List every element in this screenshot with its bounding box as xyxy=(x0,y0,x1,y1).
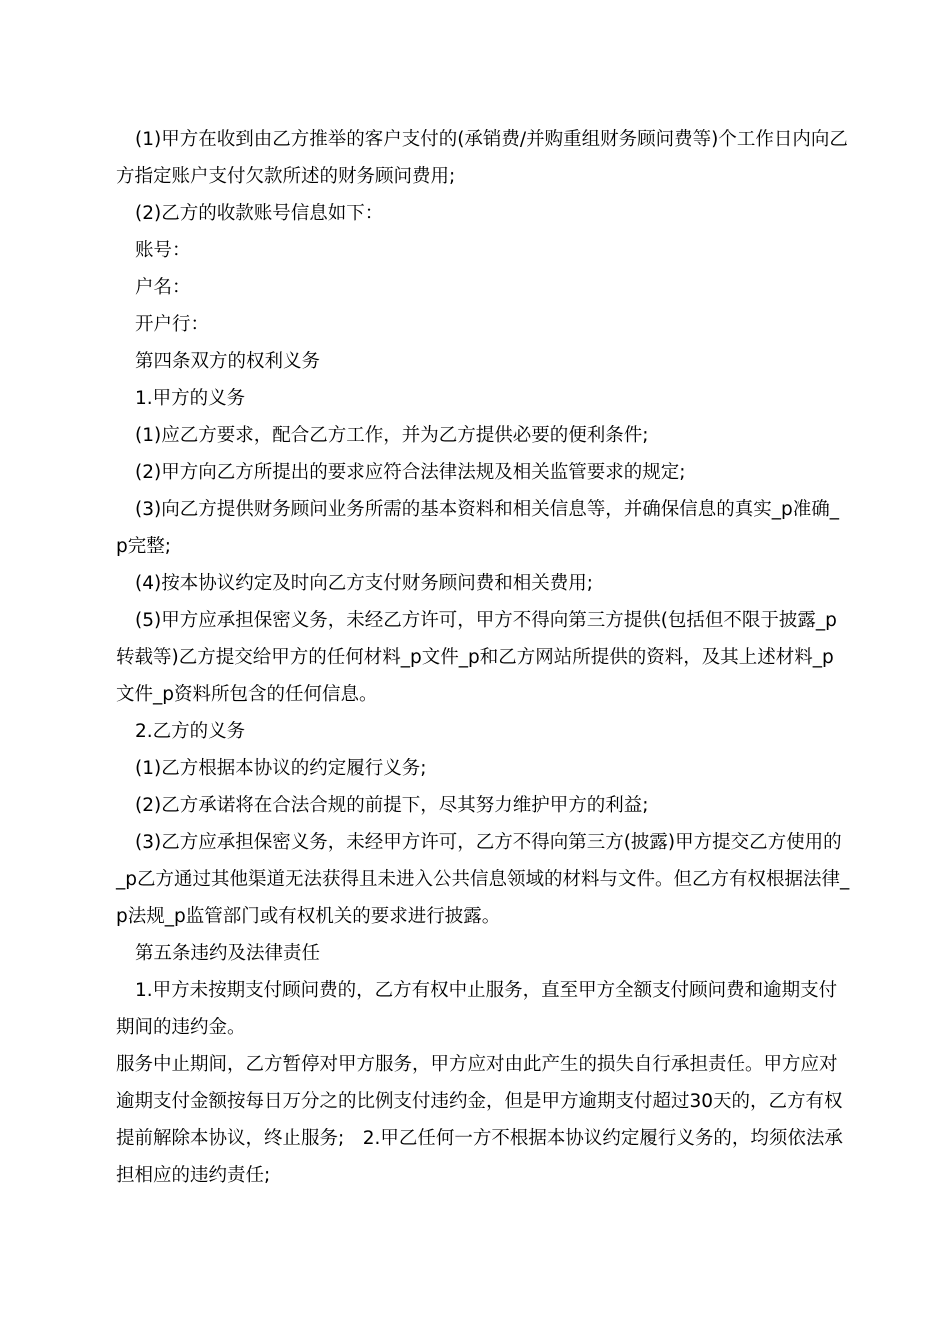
account-name-field: 户名： xyxy=(135,277,191,298)
document-body xyxy=(116,121,850,1194)
liability-clause-continued: 服务中止期间，乙方暂停对甲方服务，甲方应对由此产生的损失自行承担责任。甲方应对逾期支付金额按每日万分之的比例支付违约金，但是甲方逾期支付超过30天的，乙方有权提前解除本协议，终止服务; 2.甲乙任何一方不根据本协议约定履行义务的，均须依法承担相应的违约责任; xyxy=(116,1054,843,1186)
party-a-obligation-5: (5)甲方应承担保密义务，未经乙方许可，甲方不得向第三方提供(包括但不限于披露_p转载等)乙方提交给甲方的任何材料_p文件_p和乙方网站所提供的资料，及其上述材料_p文件_p资料所包含的任何信息。 xyxy=(116,610,837,705)
bank-name-field: 开户行： xyxy=(135,314,210,335)
liability-clause-1: 1.甲方未按期支付顾问费的，乙方有权中止服务，直至甲方全额支付顾问费和逾期支付期间的违约金。 xyxy=(116,980,838,1038)
party-a-obligation-3: (3)向乙方提供财务顾问业务所需的基本资料和相关信息等，并确保信息的真实_p准确_p完整; xyxy=(116,499,839,557)
account-number-field: 账号： xyxy=(135,240,191,261)
party-a-obligations-heading: 1.甲方的义务 xyxy=(135,388,246,409)
party-b-obligation-2: (2)乙方承诺将在合法合规的前提下，尽其努力维护甲方的利益; xyxy=(135,795,649,816)
party-a-obligation-4: (4)按本协议约定及时向乙方支付财务顾问费和相关费用; xyxy=(135,573,593,594)
clause-account-info: (2)乙方的收款账号信息如下： xyxy=(135,203,384,224)
article-five-heading: 第五条违约及法律责任 xyxy=(135,943,321,964)
clause-payment-terms: (1)甲方在收到由乙方推举的客户支付的(承销费/并购重组财务顾问费等)个工作日内向乙方指定账户支付欠款所述的财务顾问费用; xyxy=(116,129,848,187)
party-a-obligation-1: (1)应乙方要求，配合乙方工作，并为乙方提供必要的便利条件; xyxy=(135,425,649,446)
article-four-heading: 第四条双方的权利义务 xyxy=(135,351,321,372)
party-b-obligation-3: (3)乙方应承担保密义务，未经甲方许可，乙方不得向第三方(披露)甲方提交乙方使用的_p乙方通过其他渠道无法获得且未进入公共信息领域的材料与文件。但乙方有权根据法律_p法规_p监管部门或有权机关的要求进行披露。 xyxy=(116,832,850,927)
party-b-obligation-1: (1)乙方根据本协议的约定履行义务; xyxy=(135,758,427,779)
party-b-obligations-heading: 2.乙方的义务 xyxy=(135,721,246,742)
party-a-obligation-2: (2)甲方向乙方所提出的要求应符合法律法规及相关监管要求的规定; xyxy=(135,462,686,483)
